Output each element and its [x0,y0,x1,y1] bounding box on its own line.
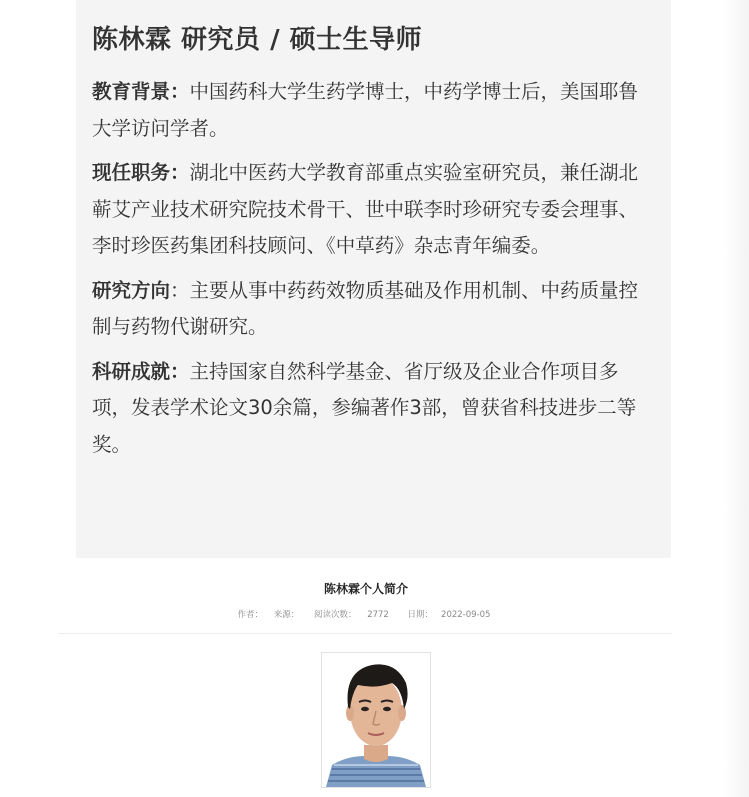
section-label: 研究方向 [92,278,171,302]
meta-views [310,610,393,620]
right-edge-shadow [723,0,749,797]
meta-source-label: 来源： [273,610,300,620]
section-text: 湖北中医药大学教育部重点实验室研究员，兼任湖北蕲艾产业技术研究院技术骨干、世中联李时珍研究专委会理事、李时珍医药集团科技顾问、《中草药》杂志青年编委。 [92,161,639,257]
profile-card [76,0,671,558]
portrait-photo [321,652,431,788]
meta-date-label: 日期： [407,610,434,620]
section-label: 教育背景： [92,80,190,103]
section-label: 现任职务： [92,161,190,184]
portrait-illustration [322,653,430,787]
section-position [92,155,657,265]
meta-date-value: 2022-09-05 [441,610,491,620]
section-text: ：主要从事中药药效物质基础及作用机制、中药质量控制与药物代谢研究。 [92,278,639,338]
section-research [92,273,657,346]
section-education [92,74,657,147]
meta-author-label: 作者： [237,610,264,620]
meta-date [404,610,495,620]
section-text: 主持国家自然科学基金、省厅级及企业合作项目多项，发表学术论文30余篇，参编著作3部，曾获省科技进步二等奖。 [92,359,637,456]
section-achievements [92,354,657,464]
meta-views-count: 2772 [367,610,389,620]
article-meta [0,606,732,624]
meta-views-label: 阅读次数： [313,610,357,620]
profile-title: 陈林霖 研究员 / 硕士生导师 [92,25,423,55]
article-title: 陈林霖个人简介 [323,582,408,596]
divider [58,633,672,634]
section-label: 科研成就： [92,359,190,383]
section-text: 中国药科大学生药学博士，中药学博士后，美国耶鲁大学访问学者。 [92,80,639,140]
